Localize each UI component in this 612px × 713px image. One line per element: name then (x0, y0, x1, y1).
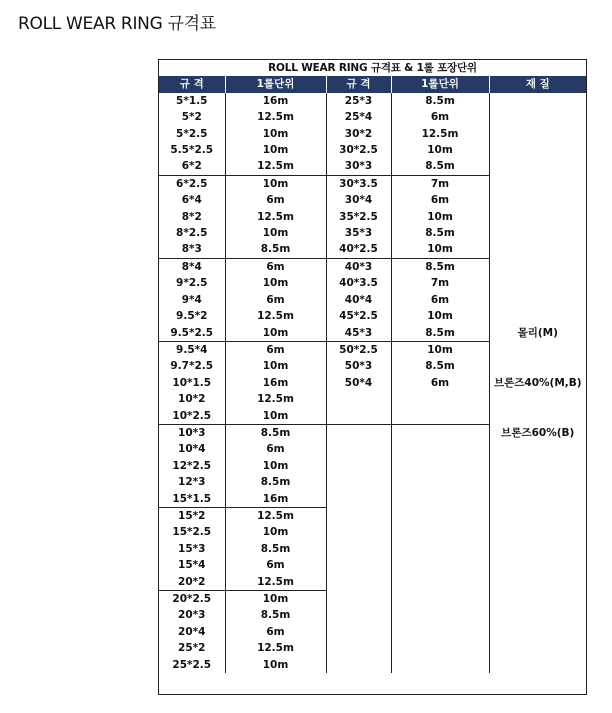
unit-cell: 12.5m (391, 126, 489, 142)
size-cell: 9.5*2 (159, 308, 225, 324)
unit-cell: 10m (225, 458, 326, 474)
size-cell (326, 408, 391, 425)
unit-cell: 12.5m (225, 109, 326, 125)
unit-cell: 8.5m (225, 541, 326, 557)
size-cell: 15*2.5 (159, 524, 225, 540)
unit-cell (391, 474, 489, 490)
header-size-left: 규 격 (159, 76, 225, 92)
unit-cell: 10m (391, 241, 489, 258)
size-cell (326, 657, 391, 673)
unit-cell: 10m (225, 142, 326, 158)
unit-cell (391, 624, 489, 640)
unit-cell: 6m (391, 192, 489, 208)
unit-cell: 8.5m (391, 225, 489, 241)
unit-cell: 10m (391, 142, 489, 158)
size-cell (326, 640, 391, 656)
size-cell: 25*2.5 (159, 657, 225, 673)
size-cell: 8*2 (159, 209, 225, 225)
unit-cell: 8.5m (391, 93, 489, 109)
unit-cell: 10m (225, 591, 326, 608)
unit-cell: 12.5m (225, 507, 326, 524)
size-cell: 15*4 (159, 557, 225, 573)
size-cell (326, 541, 391, 557)
size-cell: 50*2.5 (326, 341, 391, 358)
table-row (159, 93, 586, 109)
unit-cell: 6m (225, 341, 326, 358)
size-cell: 15*3 (159, 541, 225, 557)
size-cell: 30*3.5 (326, 175, 391, 192)
size-cell: 20*2 (159, 574, 225, 591)
size-cell: 9.5*2.5 (159, 325, 225, 342)
size-cell: 20*3 (159, 607, 225, 623)
size-cell (326, 557, 391, 573)
unit-cell (391, 524, 489, 540)
unit-cell: 10m (225, 275, 326, 291)
table-caption: ROLL WEAR RING 규격표 & 1롤 포장단위 (268, 62, 477, 74)
unit-cell: 10m (225, 126, 326, 142)
page-title: ROLL WEAR RING 규격표 (18, 14, 216, 34)
size-cell: 12*3 (159, 474, 225, 490)
header-size-right: 규 격 (326, 76, 391, 92)
unit-cell: 10m (391, 341, 489, 358)
material-item: 브론즈60%(B) (501, 426, 575, 439)
unit-cell: 6m (391, 292, 489, 308)
size-cell: 10*3 (159, 424, 225, 441)
unit-cell (391, 424, 489, 441)
unit-cell (391, 557, 489, 573)
unit-cell: 16m (225, 93, 326, 109)
size-cell: 8*4 (159, 258, 225, 275)
size-cell: 40*4 (326, 292, 391, 308)
unit-cell: 10m (225, 524, 326, 540)
unit-cell (391, 391, 489, 407)
size-cell: 20*4 (159, 624, 225, 640)
size-cell (326, 474, 391, 490)
size-cell: 30*4 (326, 192, 391, 208)
size-cell: 25*2 (159, 640, 225, 656)
size-cell: 45*2.5 (326, 308, 391, 324)
unit-cell (391, 491, 489, 508)
unit-cell: 10m (225, 325, 326, 342)
unit-cell: 10m (225, 657, 326, 673)
header-unit-right: 1롤단위 (391, 76, 489, 92)
unit-cell (391, 574, 489, 591)
size-cell: 8*3 (159, 241, 225, 258)
size-cell (326, 624, 391, 640)
size-cell: 10*4 (159, 441, 225, 457)
unit-cell: 6m (391, 375, 489, 391)
unit-cell: 10m (225, 408, 326, 425)
size-cell: 5.5*2.5 (159, 142, 225, 158)
size-cell: 25*4 (326, 109, 391, 125)
unit-cell: 10m (225, 358, 326, 374)
size-cell: 9*2.5 (159, 275, 225, 291)
unit-cell: 16m (225, 491, 326, 508)
size-cell (326, 574, 391, 591)
unit-cell: 12.5m (225, 308, 326, 324)
size-cell (326, 424, 391, 441)
unit-cell: 8.5m (391, 358, 489, 374)
unit-cell: 10m (391, 209, 489, 225)
unit-cell (391, 458, 489, 474)
unit-cell: 10m (225, 225, 326, 241)
size-cell: 30*3 (326, 158, 391, 175)
unit-cell: 10m (225, 175, 326, 192)
size-cell: 6*2 (159, 158, 225, 175)
unit-cell: 6m (225, 292, 326, 308)
unit-cell: 8.5m (225, 474, 326, 490)
unit-cell: 6m (225, 441, 326, 457)
size-cell: 40*3 (326, 258, 391, 275)
table-caption-row (159, 60, 586, 76)
unit-cell: 12.5m (225, 640, 326, 656)
material-list (490, 93, 587, 673)
size-cell (326, 591, 391, 608)
size-cell (326, 391, 391, 407)
unit-cell: 6m (225, 192, 326, 208)
unit-cell: 10m (391, 308, 489, 324)
size-cell: 30*2 (326, 126, 391, 142)
header-unit-left: 1롤단위 (225, 76, 326, 92)
unit-cell (391, 541, 489, 557)
size-cell: 9*4 (159, 292, 225, 308)
unit-cell: 12.5m (225, 209, 326, 225)
unit-cell (391, 591, 489, 608)
size-cell: 5*2.5 (159, 126, 225, 142)
table-header-row (159, 76, 586, 92)
size-cell: 25*3 (326, 93, 391, 109)
size-cell: 5*1.5 (159, 93, 225, 109)
size-cell: 12*2.5 (159, 458, 225, 474)
material-cell (489, 93, 586, 673)
unit-cell (391, 507, 489, 524)
unit-cell (391, 408, 489, 425)
unit-cell: 8.5m (391, 258, 489, 275)
size-cell: 6*4 (159, 192, 225, 208)
unit-cell: 8.5m (225, 607, 326, 623)
size-cell (326, 441, 391, 457)
unit-cell (391, 640, 489, 656)
size-cell (326, 607, 391, 623)
spec-table-frame (158, 59, 587, 695)
size-cell: 10*2 (159, 391, 225, 407)
unit-cell: 12.5m (225, 574, 326, 591)
unit-cell (391, 657, 489, 673)
unit-cell: 6m (391, 109, 489, 125)
unit-cell: 8.5m (391, 325, 489, 342)
size-cell: 9.7*2.5 (159, 358, 225, 374)
size-cell (326, 491, 391, 508)
size-cell: 50*3 (326, 358, 391, 374)
header-material: 재 질 (489, 76, 586, 92)
size-cell: 10*2.5 (159, 408, 225, 425)
unit-cell: 16m (225, 375, 326, 391)
size-cell: 35*2.5 (326, 209, 391, 225)
unit-cell: 6m (225, 258, 326, 275)
size-cell: 35*3 (326, 225, 391, 241)
material-item: 브론즈40%(M,B) (493, 376, 582, 389)
size-cell: 30*2.5 (326, 142, 391, 158)
unit-cell (391, 607, 489, 623)
unit-cell: 12.5m (225, 391, 326, 407)
size-cell: 40*3.5 (326, 275, 391, 291)
size-cell (326, 507, 391, 524)
size-cell: 6*2.5 (159, 175, 225, 192)
size-cell: 15*2 (159, 507, 225, 524)
size-cell (326, 524, 391, 540)
unit-cell: 8.5m (225, 241, 326, 258)
size-cell: 8*2.5 (159, 225, 225, 241)
unit-cell: 7m (391, 275, 489, 291)
unit-cell: 12.5m (225, 158, 326, 175)
size-cell: 9.5*4 (159, 341, 225, 358)
unit-cell: 6m (225, 624, 326, 640)
unit-cell: 8.5m (391, 158, 489, 175)
material-item: 몰리(M) (517, 326, 558, 339)
unit-cell (391, 441, 489, 457)
size-cell: 5*2 (159, 109, 225, 125)
size-cell: 50*4 (326, 375, 391, 391)
size-cell: 45*3 (326, 325, 391, 342)
spec-table (159, 60, 586, 673)
size-cell: 15*1.5 (159, 491, 225, 508)
size-cell: 10*1.5 (159, 375, 225, 391)
unit-cell: 6m (225, 557, 326, 573)
size-cell: 20*2.5 (159, 591, 225, 608)
unit-cell: 8.5m (225, 424, 326, 441)
size-cell (326, 458, 391, 474)
size-cell: 40*2.5 (326, 241, 391, 258)
unit-cell: 7m (391, 175, 489, 192)
